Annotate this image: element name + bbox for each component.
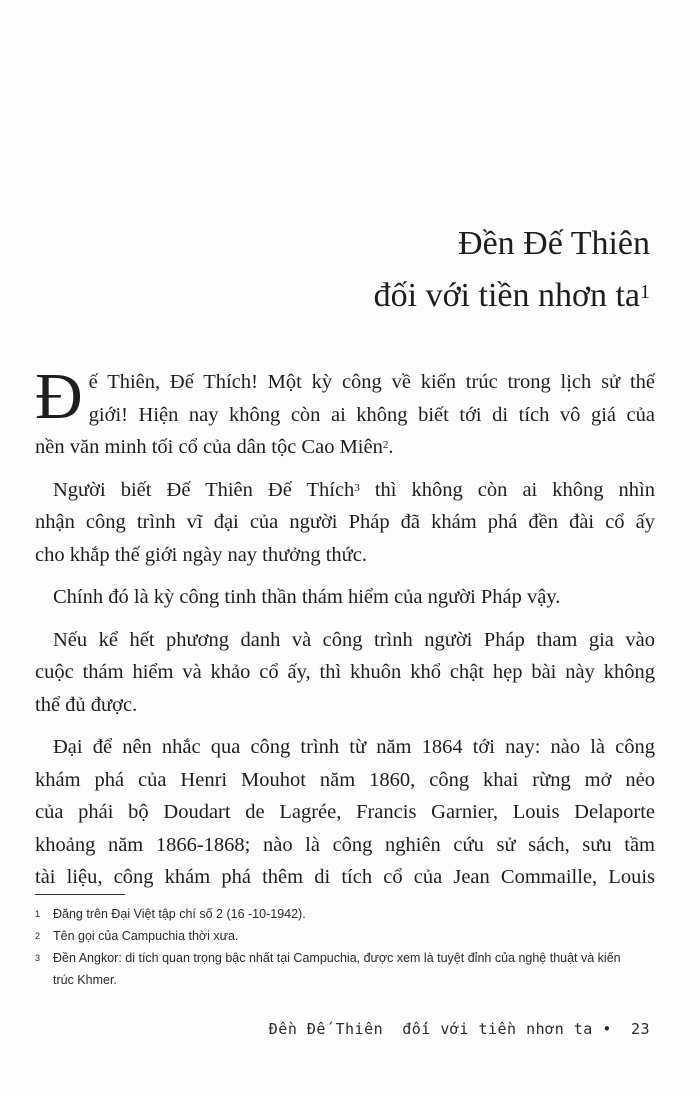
footnotes — [35, 903, 660, 991]
bullet-separator: • — [602, 1020, 612, 1038]
text-line: nền văn minh tối cổ của dân tộc Cao Miên$^2$. — [35, 436, 394, 458]
text-line: giới! Hiện nay không còn ai không biết tới di tích vô giá của — [88, 403, 655, 426]
paragraph-4 — [35, 624, 655, 722]
footnote-1 — [35, 903, 660, 925]
text-line: thể đủ được. — [35, 693, 138, 716]
text: thì không còn ai không nhìn — [359, 478, 655, 501]
text-line: tài liệu, công khám phá thêm di tích cổ của Jean Commaille, Louis — [35, 866, 655, 888]
paragraph-3 — [35, 581, 655, 614]
text-line: nhận công trình vĩ đại của người Pháp đã khám phá đền đài cổ ấy — [35, 511, 655, 533]
text-line: cho khắp thế giới ngày nay thưởng thức. — [35, 543, 367, 566]
footnote-number: 1 — [35, 909, 41, 919]
text-line — [35, 474, 655, 507]
footnote-2 — [35, 925, 660, 947]
footnote-ref: 2 — [382, 439, 389, 451]
footnote-divider — [35, 894, 125, 895]
page-footer — [269, 1020, 650, 1038]
title-text: đối với tiền nhơn ta — [373, 277, 640, 314]
footnote-number: 3 — [35, 953, 41, 963]
footnote-3 — [35, 947, 660, 991]
paragraph-1 — [35, 360, 655, 464]
text-line: ế Thiên, Đế Thích! Một kỳ công về kiến trúc trong lịch sử thế — [88, 371, 655, 393]
drop-cap: Đ — [35, 360, 83, 433]
footnote-text: Đăng trên Đại Việt tập chí số 2 (16 -10-1942). — [53, 907, 306, 921]
chapter-title-line-2 — [374, 276, 650, 316]
paragraph-2 — [35, 474, 655, 572]
body-text — [35, 360, 655, 904]
text-line: của phái bộ Doudart de Lagrée, Francis Garnier, Louis Delaporte — [35, 801, 655, 823]
text-line: khám phá của Henri Mouhot năm 1860, công khai rừng mở nẻo — [35, 768, 655, 791]
footnote-text: Đền Angkor: di tích quan trọng bậc nhất tại Campuchia, được xem là tuyệt đỉnh của nghệ thuật và kiến trúc Khmer. — [53, 951, 621, 987]
footnote-ref: 3 — [354, 481, 360, 494]
text-line: Chính đó là kỳ công tinh thần thám hiểm của người Pháp vậy. — [53, 586, 561, 608]
text-line: cuộc thám hiểm và khảo cổ ấy, thì khuôn khổ chật hẹp bài này không — [35, 661, 655, 683]
footnote-text: Tên gọi của Campuchia thời xưa. — [53, 929, 239, 943]
text-line: khoảng năm 1866-1868; nào là công nghiên cứu sử sách, sưu tầm — [35, 833, 655, 856]
text-line: Đại để nên nhắc qua công trình từ năm 1864 tới nay: nào là công — [53, 736, 655, 758]
footnote-number: 2 — [35, 931, 41, 941]
page-number: 23 — [630, 1020, 650, 1038]
running-title: Đền Đế Thiên đối với tiền nhơn ta — [268, 1020, 593, 1038]
text: Người biết Đế Thiên Đế Thích — [53, 478, 355, 501]
footnote-ref: 1 — [640, 281, 650, 303]
text-line: Nếu kể hết phương danh và công trình người Pháp tham gia vào — [53, 628, 655, 651]
paragraph-5 — [35, 731, 655, 894]
chapter-title-line-1: Đền Đế Thiên — [458, 225, 650, 262]
text: nền văn minh tối cổ của dân tộc Cao Miên — [35, 436, 383, 458]
